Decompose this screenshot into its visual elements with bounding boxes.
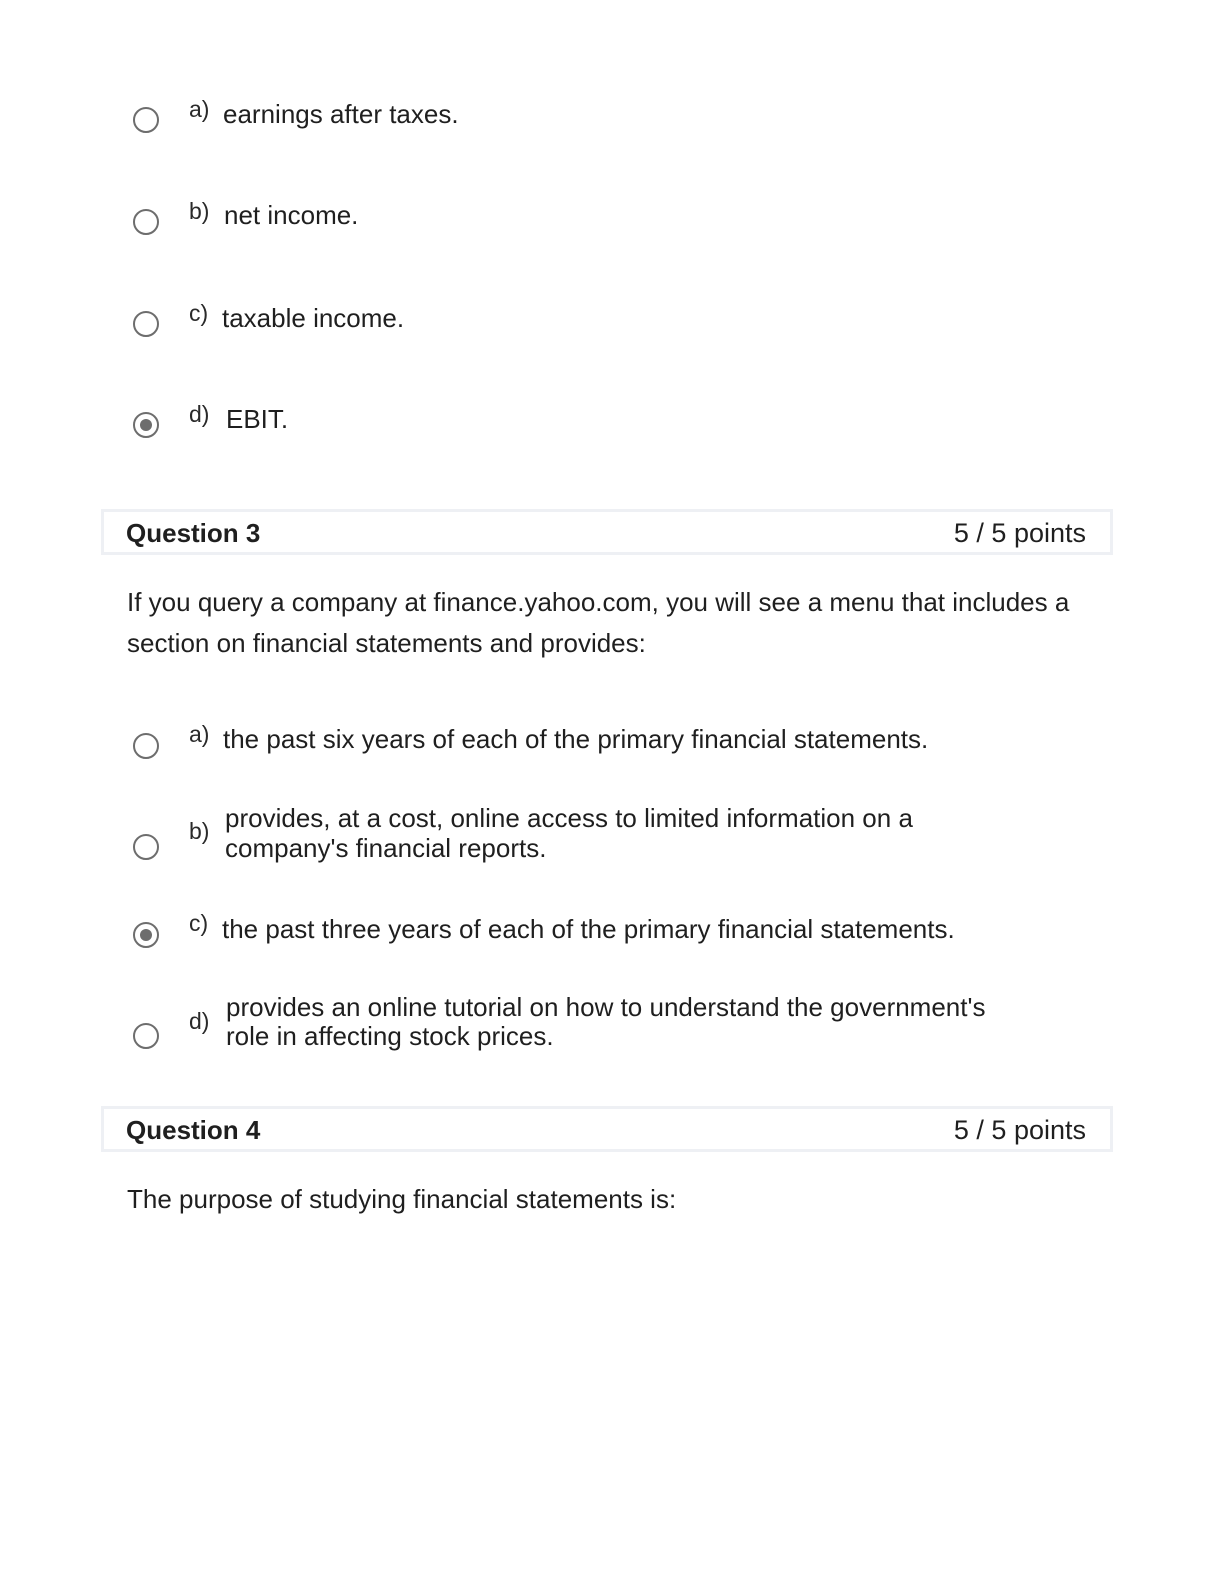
question-3-points: 5 / 5 points (953, 518, 1086, 548)
q2-option-b-text: net income. (224, 200, 359, 230)
question-3-prompt: If you query a company at finance.yahoo.com, you will see a menu that includes a section on financial statements and provides: (127, 587, 1070, 658)
q3-option-b-letter: b) (189, 818, 210, 844)
question-4-header (101, 1106, 1113, 1152)
q2-option-b-radio[interactable] (133, 209, 159, 235)
q3-option-c-letter: c) (189, 910, 209, 936)
q3-option-a-letter: a) (189, 721, 210, 747)
q2-option-c-letter: c) (189, 300, 209, 326)
q2-option-d-text: EBIT. (226, 404, 289, 434)
question-4-points: 5 / 5 points (953, 1115, 1086, 1145)
q3-option-d-text-line-2: role in affecting stock prices. (226, 1021, 554, 1051)
q3-option-b-text-line-2: company's financial reports. (225, 833, 547, 863)
q3-option-c-radio[interactable] (133, 922, 159, 948)
q2-option-d-letter: d) (189, 401, 210, 427)
q2-option-c-text: taxable income. (222, 303, 405, 333)
q3-option-c-text: the past three years of each of the primary financial statements. (222, 914, 955, 944)
q3-option-d-text-line-1: provides an online tutorial on how to understand the government's (226, 992, 986, 1022)
q3-option-a-text: the past six years of each of the primary financial statements. (223, 724, 929, 754)
q3-option-a-radio[interactable] (133, 733, 159, 759)
question-4-prompt: The purpose of studying financial statements is: (127, 1184, 677, 1214)
q2-option-c-radio[interactable] (133, 311, 159, 337)
q2-option-a-text: earnings after taxes. (223, 99, 459, 129)
q3-option-d-letter: d) (189, 1008, 210, 1034)
q3-option-b-text-line-1: provides, at a cost, online access to limited information on a (225, 803, 913, 833)
q2-option-b-letter: b) (189, 198, 210, 224)
question-4-title: Question 4 (126, 1115, 261, 1145)
q3-option-d-radio[interactable] (133, 1023, 159, 1049)
q3-option-b-radio[interactable] (133, 834, 159, 860)
question-3-title: Question 3 (126, 518, 261, 548)
q2-option-a-letter: a) (189, 96, 210, 122)
question-3-header (101, 509, 1113, 555)
q2-option-a-radio[interactable] (133, 107, 159, 133)
q2-option-d-radio[interactable] (133, 412, 159, 438)
